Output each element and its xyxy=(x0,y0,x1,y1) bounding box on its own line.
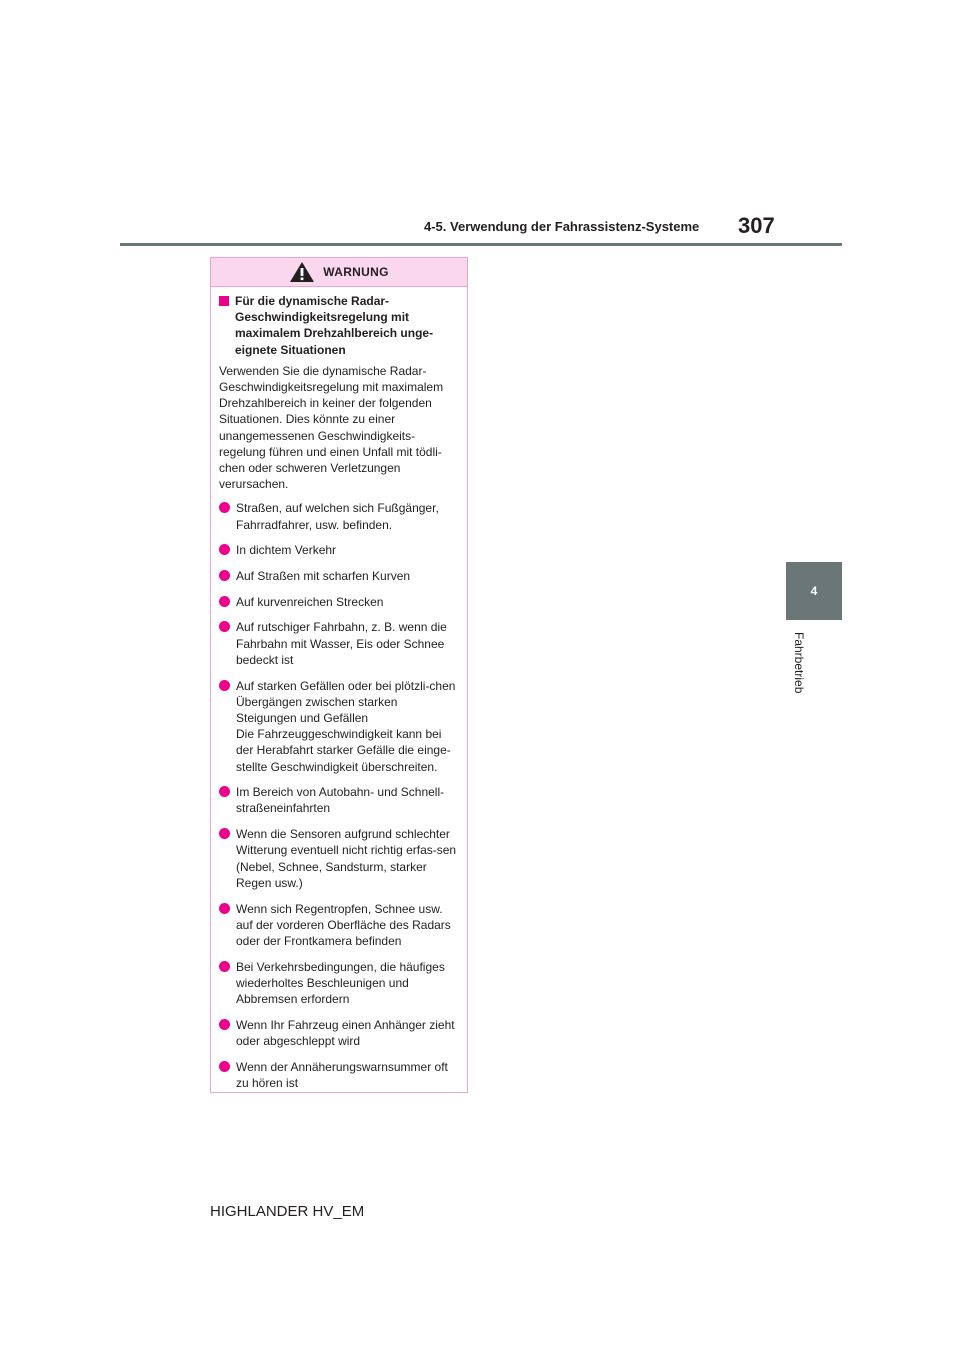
chapter-number: 4 xyxy=(810,584,818,598)
warning-bullet-text: Auf rutschiger Fahrbahn, z. B. wenn die Fahrbahn mit Wasser, Eis oder Schnee bedeckt ist xyxy=(236,620,447,667)
page-number: 307 xyxy=(738,213,775,238)
chapter-tab[interactable] xyxy=(786,562,842,620)
warning-bullet-list xyxy=(219,500,459,1091)
bullet-dot-icon xyxy=(219,680,230,691)
warning-bullet-item xyxy=(219,1017,459,1049)
section-title: 4-5. Verwendung der Fahrassistenz-Systeme xyxy=(424,219,700,234)
warning-bullet-item xyxy=(219,1059,459,1091)
header-divider xyxy=(120,243,842,246)
warning-bullet-text: Bei Verkehrsbedingungen, die häufiges wiederholtes Beschleunigen und Abbremsen erfordern xyxy=(236,959,445,1007)
warning-bullet-text: Wenn Ihr Fahrzeug einen Anhänger zieht oder abgeschleppt wird xyxy=(236,1017,455,1048)
warning-bullet-text: Auf Straßen mit scharfen Kurven xyxy=(236,569,411,584)
warning-subheading-text: Für die dynamische Radar-Geschwindigkeitsregelung mit maximalem Drehzahlbereich unge-eignete Situationen xyxy=(235,294,434,357)
bullet-dot-icon xyxy=(219,502,230,513)
warning-body xyxy=(211,287,467,1091)
warning-bullet-text: Straßen, auf welchen sich Fußgänger, Fahrradfahrer, usw. befinden. xyxy=(236,501,439,532)
warning-bullet-item xyxy=(219,901,459,950)
warning-bullet-text: Wenn der Annäherungswarnsummer oft zu hören ist xyxy=(236,1059,448,1090)
warning-bullet-text: In dichtem Verkehr xyxy=(236,543,337,558)
warning-bullet-text: Wenn sich Regentropfen, Schnee usw. auf der vorderen Oberfläche des Radars oder der Frontkamera befinden xyxy=(236,901,451,948)
model-footer: HIGHLANDER HV_EM xyxy=(210,1203,365,1220)
warning-bullet-text: Auf kurvenreichen Strecken xyxy=(236,594,384,609)
bullet-dot-icon xyxy=(219,596,230,607)
bullet-dot-icon xyxy=(219,1019,230,1030)
warning-subheading xyxy=(219,293,459,358)
square-bullet-icon xyxy=(219,296,229,306)
bullet-dot-icon xyxy=(219,544,230,555)
warning-intro: Verwenden Sie die dynamische Radar-Geschwindigkeitsregelung mit maximalem Drehzahlbereich in keiner der folgenden Situationen. Dies könnte zu einer unangemessenen Geschwindigkeits-regelung führen und einen Unfall mit tödli-chen oder schweren Verletzungen verursachen. xyxy=(219,363,444,492)
warning-bullet-item xyxy=(219,594,459,610)
warning-bullet-item xyxy=(219,542,459,558)
warning-header xyxy=(211,258,467,287)
warning-bullet-item xyxy=(219,959,459,1008)
warning-bullet-text: Im Bereich von Autobahn- und Schnell-straßeneinfahrten xyxy=(236,785,445,816)
chapter-label: Fahrbetrieb xyxy=(792,632,806,694)
bullet-dot-icon xyxy=(219,786,230,797)
warning-bullet-text: Wenn die Sensoren aufgrund schlechter Witterung eventuell nicht richtig erfas-sen (Nebel, Schnee, Sandsturm, starker Regen usw.) xyxy=(236,827,457,890)
warning-bullet-item xyxy=(219,784,459,816)
warning-bullet-item xyxy=(219,619,459,668)
warning-box xyxy=(210,257,468,1093)
warning-bullet-item xyxy=(219,500,459,532)
warning-bullet-item xyxy=(219,826,459,891)
bullet-dot-icon xyxy=(219,570,230,581)
warning-bullet-item xyxy=(219,678,459,775)
bullet-dot-icon xyxy=(219,621,230,632)
warning-triangle-icon xyxy=(289,261,315,283)
bullet-dot-icon xyxy=(219,903,230,914)
bullet-dot-icon xyxy=(219,961,230,972)
bullet-dot-icon xyxy=(219,1061,230,1072)
bullet-dot-icon xyxy=(219,828,230,839)
warning-bullet-text: Auf starken Gefällen oder bei plötzli-chen Übergängen zwischen starken Steigungen und Gefällen Die Fahrzeuggeschwindigkeit kann bei der Herabfahrt starker Gefälle die einge-stellte Geschwindigkeit überschreiten. xyxy=(236,678,456,774)
warning-bullet-item xyxy=(219,568,459,584)
warning-title: WARNUNG xyxy=(323,265,389,279)
